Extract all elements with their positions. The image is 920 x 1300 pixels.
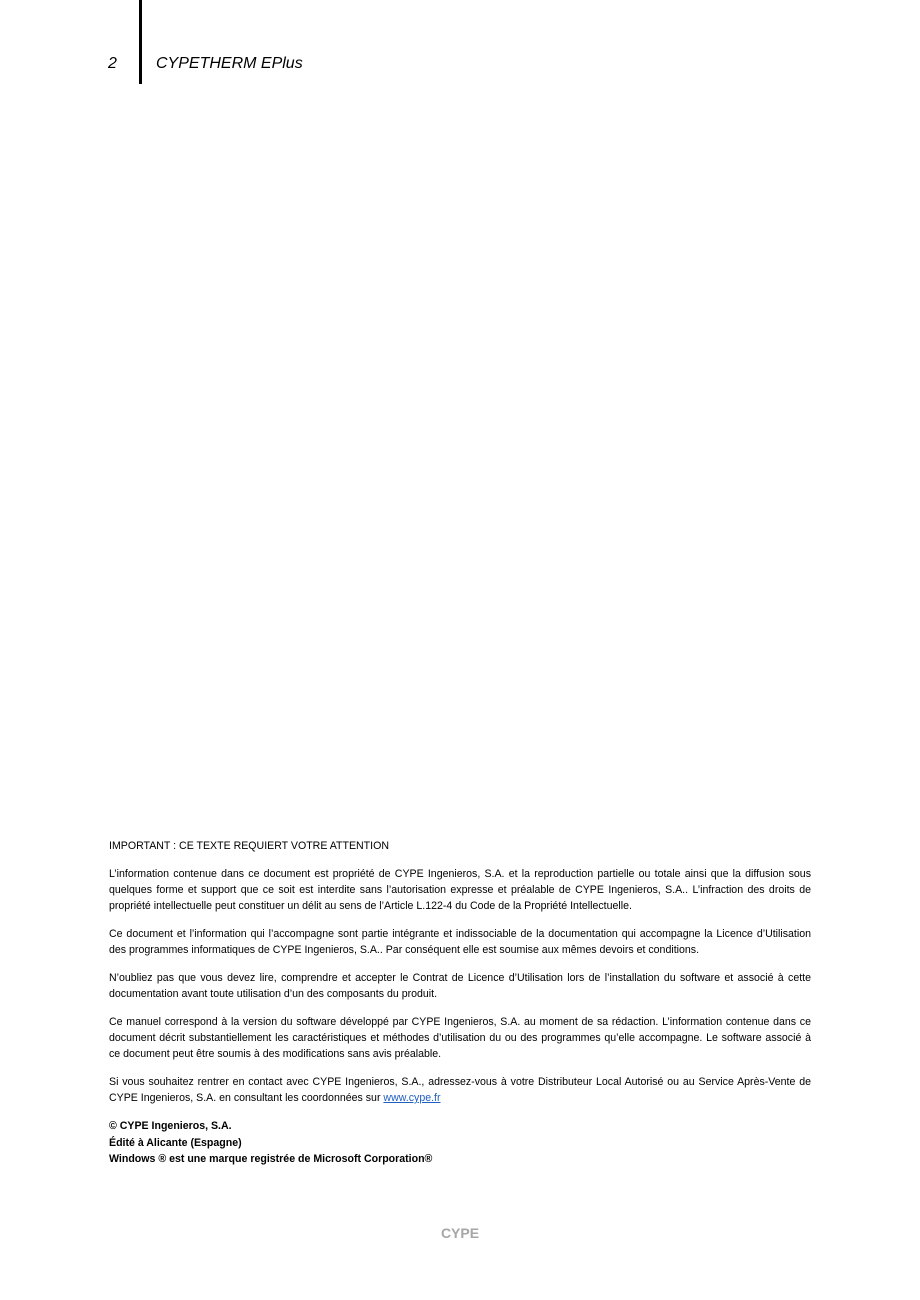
notice-paragraph-license: Ce document et l’information qui l’accompagne sont partie intégrante et indissociable de la documentation qui accompagne la Licence d’Utilisation des programmes informatiques de CYPE Ingenieros, S.A.. Par conséquent elle est soumise aux mêmes devoirs et conditions.: [109, 928, 811, 956]
edition-line: Édité à Alicante (Espagne): [109, 1136, 242, 1149]
notice-paragraph-agreement: N’oubliez pas que vous devez lire, comprendre et accepter le Contrat de Licence d’Utilisation lors de l’installation du software et associé à cette documentation avant toute utilisation d’un des composants du produit.: [109, 972, 811, 1000]
header-divider: [139, 0, 142, 84]
page-number: 2: [108, 55, 117, 72]
trademark-line: Windows ® est une marque registrée de Microsoft Corporation®: [109, 1153, 433, 1165]
notice-paragraph-contact: [109, 1074, 811, 1106]
notice-heading: IMPORTANT : CE TEXTE REQUIERT VOTRE ATTENTION: [109, 840, 389, 852]
contact-text: Si vous souhaitez rentrer en contact avec CYPE Ingenieros, S.A., adressez-vous à votre Distributeur Local Autorisé ou au Service Après-Vente de CYPE Ingenieros, S.A. en consultant les coordonnées sur: [109, 1076, 811, 1104]
document-title: CYPETHERM EPlus: [156, 55, 303, 72]
legal-notice: [109, 838, 811, 1168]
footer-brand: CYPE: [440, 1225, 480, 1241]
notice-paragraph-version: Ce manuel correspond à la version du software développé par CYPE Ingenieros, S.A. au moment de sa rédaction. L’information contenue dans ce document décrit substantiellement les caractéristiques et méthodes d’utilisation du ou des programmes qu’elle accompagne. Le software associé à ce document peut être soumis à des modifications sans avis préalable.: [109, 1016, 811, 1060]
notice-paragraph-ownership: L’information contenue dans ce document est propriété de CYPE Ingenieros, S.A. et la reproduction partielle ou totale ainsi que la diffusion sous quelques forme et support que ce soit est interdite sans l’autorisation expresse et préalable de CYPE Ingenieros, S.A.. L’infraction des droits de propriété intellectuelle peut constituer un délit au sens de l’Article L.122-4 du Code de la Propriété Intellectuelle.: [109, 868, 811, 912]
cype-website-link[interactable]: www.cype.fr: [383, 1092, 441, 1104]
copyright-line: © CYPE Ingenieros, S.A.: [109, 1120, 232, 1132]
credits: [109, 1118, 811, 1168]
